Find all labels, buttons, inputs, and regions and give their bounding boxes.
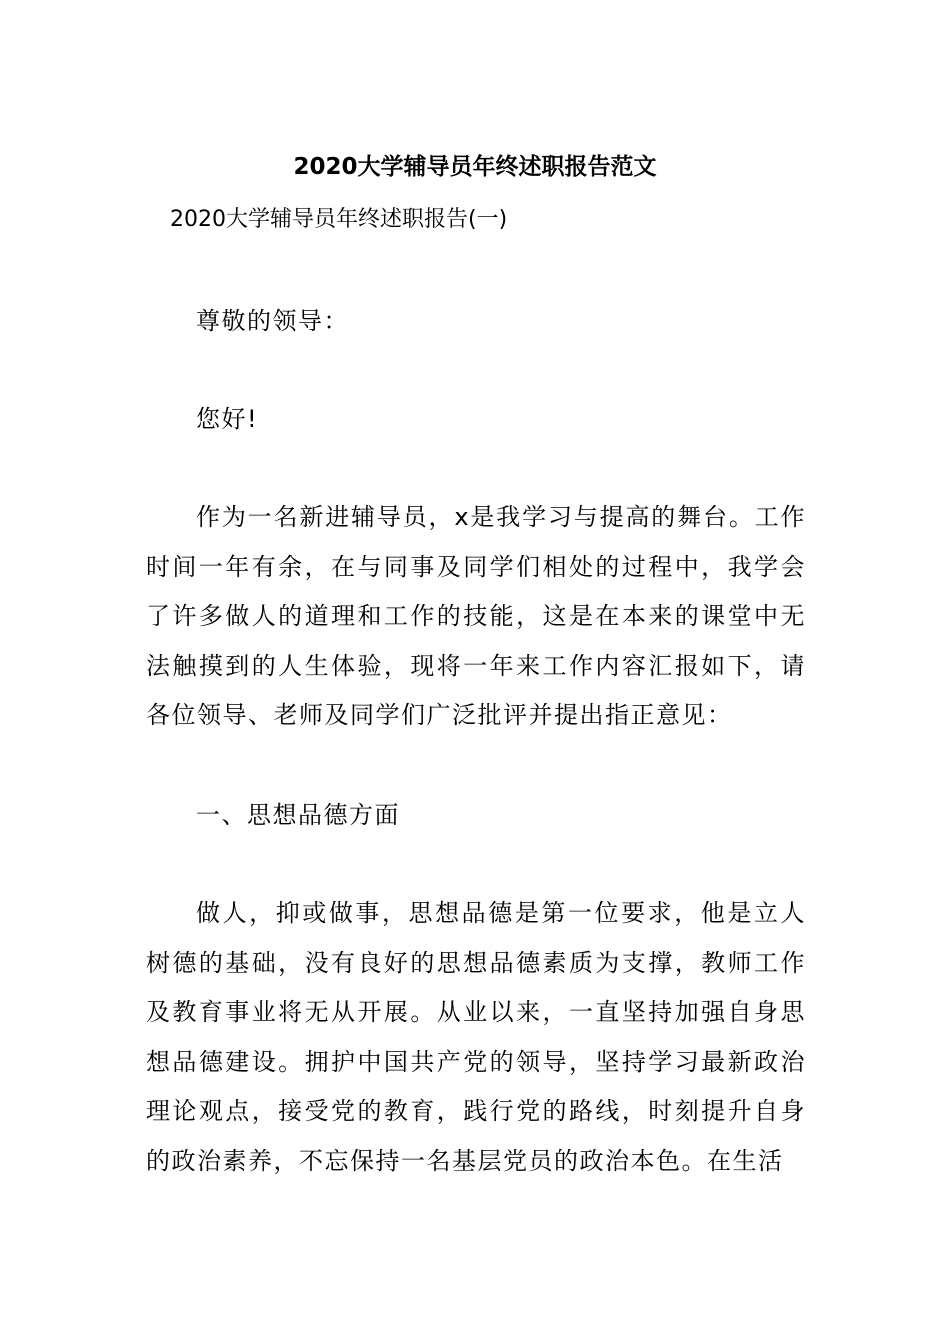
intro-paragraph: 作为一名新进辅导员，x是我学习与提高的舞台。工作时间一年有余，在与同事及同学们相处的过程中，我学会了许多做人的道理和工作的技能，这是在本来的课堂中无法触摸到的人生体验，现将一年来工作内容汇报如下，请各位领导、老师及同学们广泛批评并提出指正意见： [146,503,806,729]
greeting: 您好! [196,405,259,433]
report-subtitle: 2020大学辅导员年终述职报告(一) [170,207,508,232]
body-paragraph: 做人，抑或做事，思想品德是第一位要求，他是立人树德的基础，没有良好的思想品德素质为支撑，教师工作及教育事业将无从开展。从业以来，一直坚持加强自身思想品德建设。拥护中国共产党的领导，坚持学习最新政治理论观点，接受党的教育，践行党的路线，时刻提升自身的政治素养，不忘保持一名基层党员的政治本色。在生活 [146,899,806,1175]
section-heading: 一、思想品德方面 [196,801,400,829]
salutation: 尊敬的领导： [196,307,349,335]
document-title: 2020大学辅导员年终述职报告范文 [293,154,657,180]
